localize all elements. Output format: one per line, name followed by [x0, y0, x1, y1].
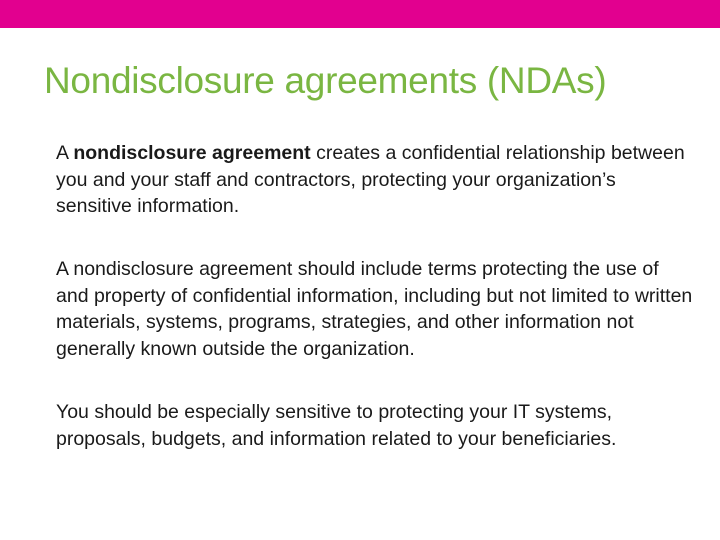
- paragraph-lead-text: A: [56, 142, 74, 164]
- paragraph-nda-terms: A nondisclosure agreement should include terms protecting the use of and property of confidential information, including but not limited to written materials, systems, programs, strategies, and other information not generally known outside the organization.: [56, 258, 693, 360]
- paragraph-rest-text: creates a confidential relationship between you and your staff and contractors, protecting your organization’s sensitive information.: [56, 142, 685, 217]
- paragraph-sensitivity-note: You should be especially sensitive to protecting your IT systems, proposals, budgets, and information related to your beneficiaries.: [56, 401, 617, 450]
- top-accent-bar: [0, 0, 720, 28]
- slide-title: Nondisclosure agreements (NDAs): [44, 60, 607, 101]
- nda-bold-term: nondisclosure agreement: [73, 142, 311, 164]
- paragraph-nda-definition: [56, 140, 696, 220]
